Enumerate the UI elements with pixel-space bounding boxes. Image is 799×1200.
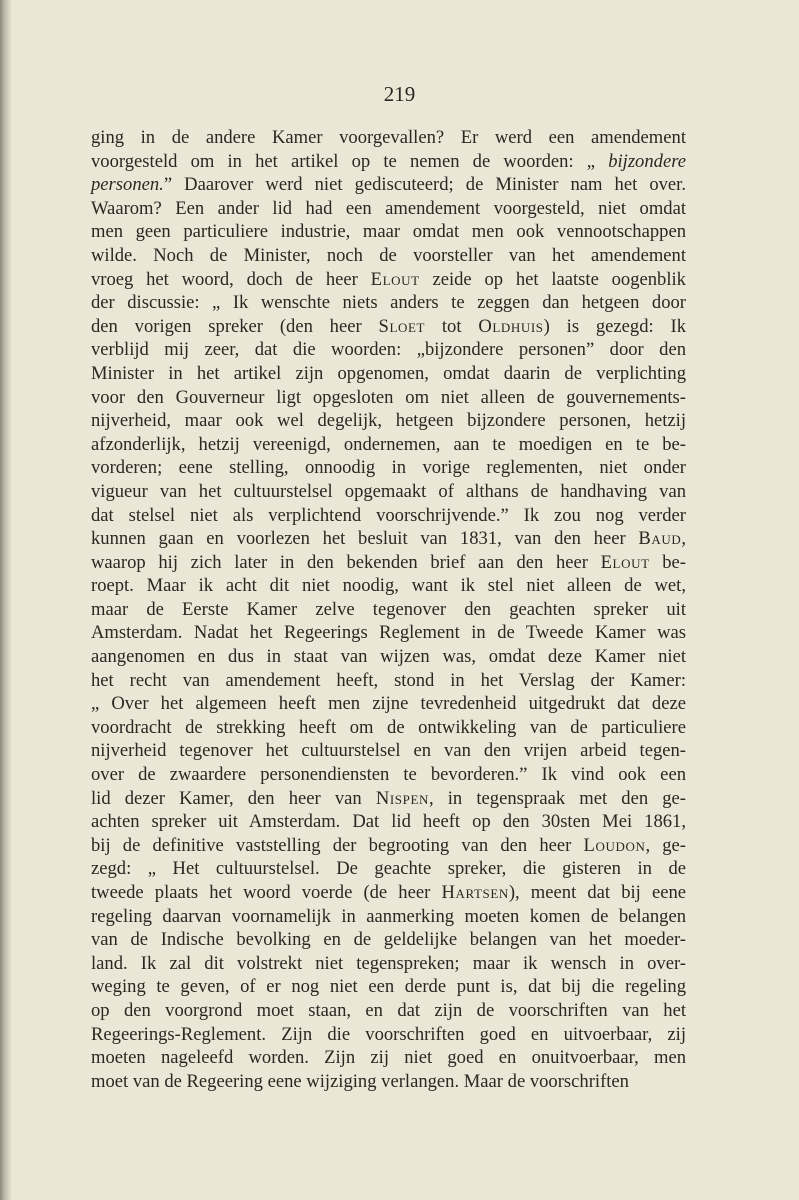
text-run: , ge- <box>645 834 687 856</box>
text-run: over de zwaardere personendiensten te bevorderen.” Ik vind ook een <box>91 764 686 786</box>
text-run: der discussie: „ Ik wenschte niets anders te zeggen dan hetgeen door <box>91 292 686 314</box>
text-line <box>91 669 686 693</box>
text-run: achten spreker uit Amsterdam. Dat lid heeft op den 30sten Mei 1861, <box>91 811 686 833</box>
text-run: afzonderlijk, hetzij vereenigd, ondernemen, aan te moedigen en te be- <box>91 433 686 455</box>
text-run: lid dezer Kamer, den heer van <box>91 787 376 809</box>
text-run: zegd: „ Het cultuurstelsel. De geachte spreker, die gisteren in de <box>91 858 686 880</box>
text-run: waarop hij zich later in den bekenden brief aan den heer <box>91 551 601 573</box>
text-run: men geen particuliere industrie, maar omdat men ook vennootschappen <box>91 221 686 243</box>
text-line <box>91 433 686 457</box>
text-run: Minister in het artikel zijn opgenomen, omdat daarin de verplichting <box>91 362 686 384</box>
text-run: land. Ik zal dit volstrekt niet tegenspreken; maar ik wensch in over- <box>91 952 686 974</box>
name-small-caps: Loudon <box>583 834 646 856</box>
text-run: be- <box>649 551 686 573</box>
text-line <box>91 315 686 339</box>
text-line <box>91 621 686 645</box>
text-run: „ Over het algemeen heeft men zijne tevredenheid uitgedrukt dat deze <box>91 693 686 715</box>
text-line <box>91 645 686 669</box>
text-run: moeten nageleefd worden. Zijn zij niet goed en onuitvoerbaar, men <box>91 1047 686 1069</box>
name-small-caps: Elout <box>370 268 420 290</box>
text-line <box>91 291 686 315</box>
name-small-caps: Baud <box>638 528 682 550</box>
text-run: op den voorgrond moet staan, en dat zijn de voorschriften van het <box>91 999 686 1021</box>
text-run: Amsterdam. Nadat het Regeerings Reglement in de Tweede Kamer was <box>91 622 686 644</box>
text-run: vigueur van het cultuurstelsel opgemaakt of althans de handhaving van <box>91 480 686 502</box>
name-small-caps: Oldhuis <box>478 315 544 337</box>
text-run: nijverheid tegenover het cultuurstelsel en van den vrijen arbeid tegen- <box>91 740 686 762</box>
text-line <box>91 173 686 197</box>
text-run: moet van de Regeering eene wijziging verlangen. Maar de voorschriften <box>91 1070 629 1092</box>
body-text <box>91 126 686 1093</box>
text-run: voor den Gouverneur ligt opgesloten om niet alleen de gouvernements- <box>91 386 686 408</box>
text-line <box>91 810 686 834</box>
text-line <box>91 905 686 929</box>
italic-text: bijzondere <box>608 150 686 172</box>
text-line <box>91 975 686 999</box>
text-line <box>91 1046 686 1070</box>
text-line <box>91 480 686 504</box>
text-line <box>91 386 686 410</box>
text-run: wilde. Noch de Minister, noch de voorsteller van het amendement <box>91 244 686 266</box>
text-run: voordracht de strekking heeft om de ontwikkeling van de particuliere <box>91 716 686 738</box>
text-run: tweede plaats het woord voerde (de heer <box>91 882 442 903</box>
text-line <box>91 362 686 386</box>
text-line <box>91 787 686 811</box>
text-line <box>91 763 686 787</box>
text-run: , in tegenspraak met den ge- <box>428 787 686 809</box>
text-run: kunnen gaan en voorlezen het besluit van 1831, van den heer <box>91 528 639 550</box>
text-line <box>91 551 686 575</box>
text-line <box>91 574 686 598</box>
text-run: den vorigen spreker (den heer <box>91 315 379 337</box>
text-run: ), meent dat bij eene <box>508 882 687 903</box>
text-line <box>91 881 686 905</box>
text-line <box>91 999 686 1023</box>
text-run: Regeerings-Reglement. Zijn die voorschriften goed en uitvoerbaar, zij <box>91 1023 686 1045</box>
text-line <box>91 692 686 716</box>
text-run: voorgesteld om in het artikel op te nemen de woorden: „ <box>91 150 609 172</box>
text-run: bij de definitive vaststelling der begrooting van den heer <box>91 834 584 856</box>
text-line <box>91 150 686 174</box>
text-run: regeling daarvan voornamelijk in aanmerking moeten komen de belangen <box>91 905 686 927</box>
text-line <box>91 197 686 221</box>
text-run: Waarom? Een ander lid had een amendement voorgesteld, niet omdat <box>91 197 686 219</box>
text-line <box>91 338 686 362</box>
text-line <box>91 716 686 740</box>
page-spine-shadow <box>0 0 12 1200</box>
text-run: vroeg het woord, doch de heer <box>91 268 371 290</box>
text-run: roept. Maar ik acht dit niet noodig, want ik stel niet alleen de wet, <box>91 575 686 597</box>
text-run: ” Daarover werd niet gediscuteerd; de Minister nam het over. <box>163 174 686 196</box>
text-run: het recht van amendement heeft, stond in het Verslag der Kamer: <box>91 669 686 691</box>
text-line <box>91 126 686 150</box>
text-line <box>91 527 686 551</box>
text-run: ging in de andere Kamer voorgevallen? Er werd een amendement <box>91 127 686 148</box>
text-line <box>91 952 686 976</box>
name-small-caps: Sloet <box>378 315 426 337</box>
text-line <box>91 1023 686 1047</box>
name-small-caps: Elout <box>600 551 650 573</box>
text-run: verblijd mij zeer, dat die woorden: „bijzondere personen” door den <box>91 339 686 361</box>
text-line <box>91 928 686 952</box>
name-small-caps: Hartsen <box>441 882 509 903</box>
text-line <box>91 456 686 480</box>
text-run: nijverheid, maar ook wel degelijk, hetgeen bijzondere personen, hetzij <box>91 410 686 432</box>
text-line <box>91 857 686 881</box>
text-line <box>91 409 686 433</box>
text-run: tot <box>425 315 479 337</box>
text-line <box>91 1070 686 1094</box>
text-run: zeide op het laatste oogenblik <box>419 268 686 290</box>
text-run: , <box>681 528 686 550</box>
text-run: dat stelsel niet als verplichtend voorschrijvende.” Ik zou nog verder <box>91 504 686 526</box>
text-line <box>91 220 686 244</box>
italic-text: personen. <box>91 174 164 196</box>
text-run: maar de Eerste Kamer zelve tegenover den geachten spreker uit <box>91 598 686 620</box>
text-run: aangenomen en dus in staat van wijzen was, omdat deze Kamer niet <box>91 646 686 668</box>
text-line <box>91 504 686 528</box>
text-line <box>91 598 686 622</box>
text-run: vorderen; eene stelling, onnoodig in vorige reglementen, niet onder <box>91 457 686 479</box>
text-line <box>91 834 686 858</box>
name-small-caps: Nispen <box>375 787 429 809</box>
page-number: 219 <box>383 82 416 106</box>
text-run: weging te geven, of er nog niet een derde punt is, dat bij die regeling <box>91 976 686 998</box>
text-line <box>91 244 686 268</box>
text-run: ) is gezegd: Ik <box>543 315 686 337</box>
text-line <box>91 739 686 763</box>
text-line <box>91 268 686 292</box>
text-run: van de Indische bevolking en de geldelijke belangen van het moeder- <box>91 929 686 951</box>
